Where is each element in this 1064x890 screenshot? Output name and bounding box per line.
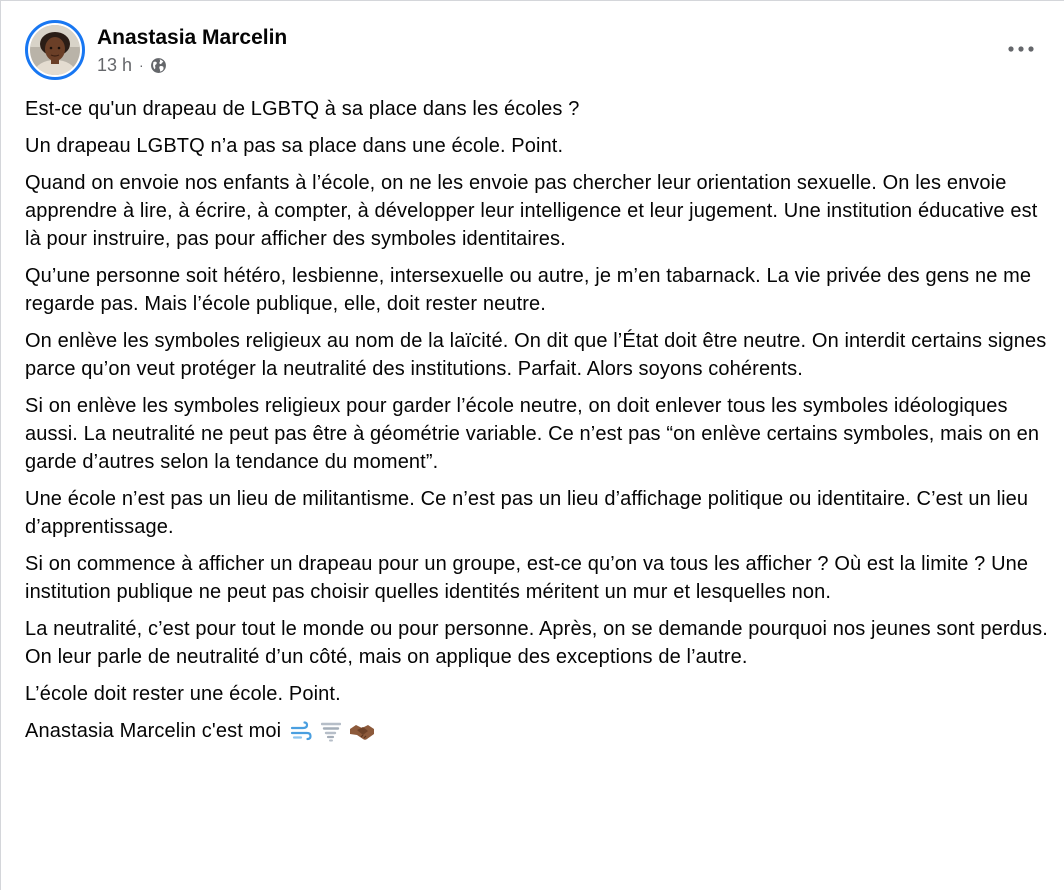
avatar[interactable] (25, 20, 85, 80)
post-signature-line (25, 717, 1055, 745)
signature-text: Anastasia Marcelin c'est moi (25, 720, 282, 742)
post-timestamp[interactable]: 13 h (97, 54, 133, 75)
post-paragraph: Quand on envoie nos enfants à l’école, on ne les envoie pas chercher leur orientation sexuelle. On les envoie apprendre à lire, à écrire, à compter, à développer leur intelligence et leur jugement. Une institution éducative est là pour instruire, pas pour afficher des symboles identitaires. (25, 172, 1038, 250)
post-body (25, 95, 1055, 754)
handshake-icon (349, 722, 375, 742)
post-paragraph: Si on commence à afficher un drapeau pour un groupe, est-ce qu’on va tous les afficher ? Où est la limite ? Une institution publique ne peut pas choisir quelles identités méritent un mur et lesquelles non. (25, 553, 1029, 603)
post-paragraph: La neutralité, c’est pour tout le monde ou pour personne. Après, on se demande pourquoi nos jeunes sont perdus. On leur parle de neutralité d’un côté, mais on applique des exceptions de l’autre. (25, 618, 1048, 668)
more-horizontal-icon (1008, 46, 1034, 52)
avatar-image (30, 25, 80, 75)
post-paragraph: Un drapeau LGBTQ n’a pas sa place dans une école. Point. (25, 135, 564, 157)
post-paragraph: Est-ce qu'un drapeau de LGBTQ à sa place dans les écoles ? (25, 98, 580, 120)
post-paragraph: On enlève les symboles religieux au nom de la laïcité. On dit que l’État doit être neutre. On interdit certains signes parce qu’on veut protéger la neutralité des institutions. Parfait. Alors soyons cohérents. (25, 330, 1047, 380)
post-paragraph: L’école doit rester une école. Point. (25, 683, 341, 705)
post-paragraph: Une école n’est pas un lieu de militantisme. Ce n’est pas un lieu d’affichage politique ou identitaire. C’est un lieu d’apprentissage. (25, 488, 1029, 538)
globe-icon[interactable] (150, 57, 167, 74)
meta-separator: · (139, 57, 144, 73)
author-name[interactable]: Anastasia Marcelin (97, 26, 288, 49)
tornado-icon (321, 721, 341, 743)
wind-icon (290, 721, 312, 743)
post-header (1, 1, 1064, 91)
post-paragraph: Si on enlève les symboles religieux pour garder l’école neutre, on doit enlever tous les symboles idéologiques aussi. La neutralité ne peut pas être à géométrie variable. Ce n’est pas “on enlève certains symboles, mais on en garde d’autres selon la tendance du moment”. (25, 395, 1040, 473)
post-paragraph: Qu’une personne soit hétéro, lesbienne, intersexuelle ou autre, je m’en tabarnack. La vie privée des gens ne me regarde pas. Mais l’école publique, elle, doit rester neutre. (25, 265, 1032, 315)
post-meta (97, 54, 167, 76)
more-options-button[interactable] (1003, 35, 1039, 63)
